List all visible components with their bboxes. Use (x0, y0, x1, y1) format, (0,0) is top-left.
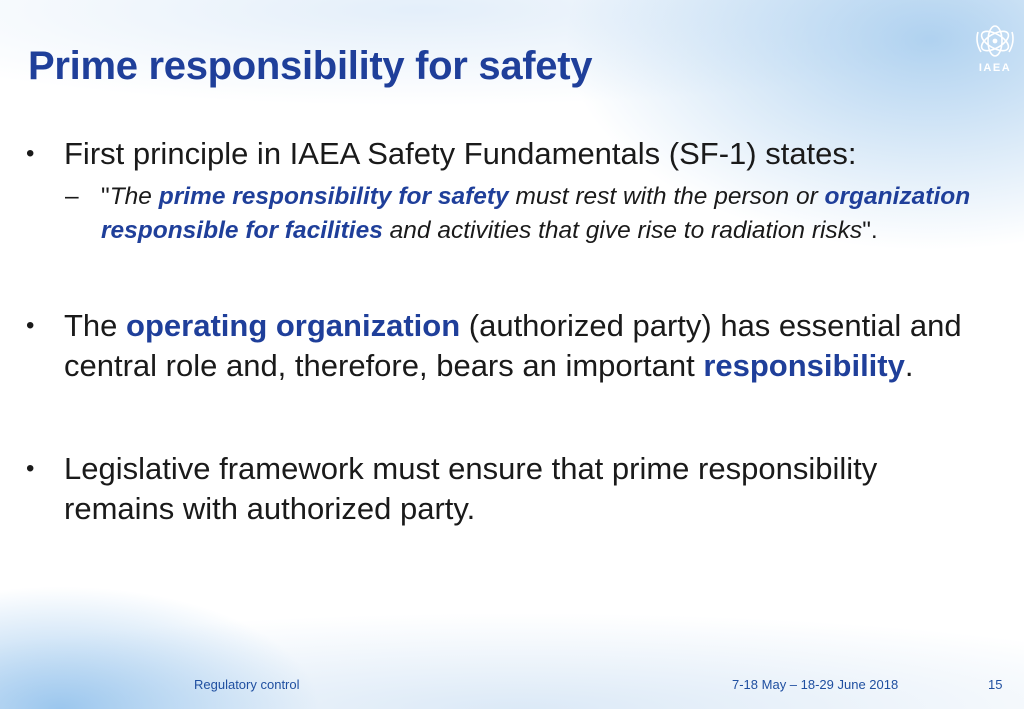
bullet-dot: • (26, 140, 35, 167)
bullet-text-1: The (64, 308, 127, 343)
slide-title: Prime responsibility for safety (28, 44, 593, 88)
sub-bullet-quote (65, 180, 991, 248)
bullet-text: Legislative framework must ensure that prime responsibility remains with authorized party. (64, 451, 878, 526)
quote-text-2: must rest with the person or (508, 183, 825, 210)
bullet-item-2 (26, 306, 984, 386)
page-number: 15 (988, 677, 1003, 692)
bullet-text-2: (authorized party) has essential and central role and, therefore, bears an important (64, 308, 962, 383)
quote-text-3: and activities that give rise to radiation risks (382, 217, 863, 244)
bullet-dot: • (26, 312, 35, 339)
bullet-dot: • (26, 455, 35, 482)
bullet-item-1 (26, 134, 984, 174)
quote-close: ". (862, 217, 878, 244)
sub-bullet-dash: – (65, 183, 79, 210)
bullet-text-3: . (904, 348, 914, 383)
iaea-logo (968, 22, 1022, 80)
quote-highlight-2: organization responsible for facilities (101, 183, 971, 244)
logo-text: IAEA (978, 62, 1012, 74)
quote-text-1: The (109, 183, 159, 210)
bullet-highlight-1: operating organization (126, 308, 461, 343)
footer-dates: 7-18 May – 18-29 June 2018 (732, 677, 899, 692)
bullet-text: First principle in IAEA Safety Fundamentals (SF-1) states: (64, 136, 857, 171)
iaea-atom-olive-icon (973, 22, 1017, 60)
bullet-highlight-2: responsibility (703, 348, 905, 383)
bullet-item-3 (26, 449, 984, 529)
footer-label: Regulatory control (194, 677, 300, 692)
quote-open: " (101, 183, 110, 210)
quote-highlight-1: prime responsibility for safety (158, 183, 509, 210)
